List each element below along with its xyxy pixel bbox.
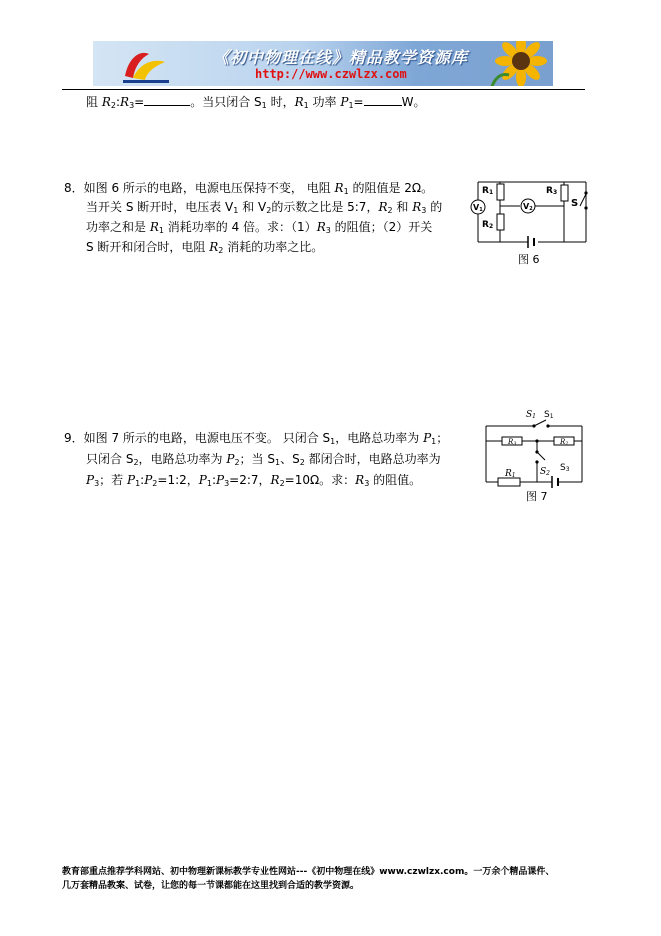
- junction-dot: [535, 439, 538, 442]
- switch-contact: [584, 191, 587, 194]
- switch-contact: [546, 424, 549, 427]
- svg-text:R1: R1: [482, 186, 494, 196]
- banner-url[interactable]: http://www.czwlzx.com: [255, 67, 407, 81]
- svg-text:V1: V1: [473, 203, 483, 213]
- switch-contact: [584, 206, 587, 209]
- figure-7-caption: 图 7: [526, 490, 548, 503]
- q8-line-4: S 断开和闭合时，电阻 $R_2$ 消耗的功率之比。: [86, 240, 324, 255]
- q8-line-1: 8．如图 6 所示的电路，电源电压保持不变， 电阻 $R_1$ 的阻值是 2Ω。: [64, 181, 434, 196]
- switch-contact: [532, 424, 535, 427]
- answer-blank[interactable]: [364, 94, 402, 106]
- switch-contact: [535, 460, 538, 463]
- svg-text:R1: R1: [505, 469, 516, 479]
- switch-contact: [535, 450, 538, 453]
- prev-question-line: 阻 $R_2:R_3=$ 。当只闭合 $S_1$ 时，$R_1$ 功率 $P_1= W$。: [86, 95, 426, 110]
- sunflower-icon: [481, 41, 553, 86]
- q8-line-3: 功率之和是 $R_1$ 消耗功率的 4 倍。求：$(1)R_3$ 的阻值；（2）开关: [86, 220, 433, 235]
- footer-line-1: 教育部重点推荐学科网站、初中物理新课标教学专业性网站---《初中物理在线》www.czwlzx.com。一万余个精品课件、: [62, 867, 555, 877]
- logo-icon: [119, 46, 173, 84]
- q9-line-3: $P_3$；若 $P_1:P_2=1:2$，$P_1:P_3=2:7$，$R_2=10\Omega$。求：$R_3$ 的阻值。: [86, 473, 422, 488]
- svg-text:R2: R2: [482, 220, 494, 230]
- svg-text:R2: R2: [560, 438, 569, 447]
- q8-line-2: 当开关 S 断开时，电压表 $V_1$ 和 $V_2$的示数之比是 5:7，$R_2$ 和 $R_3$ 的: [86, 200, 443, 215]
- svg-text:S3: S3: [560, 463, 570, 473]
- header-banner: [93, 41, 553, 86]
- figure-6-caption: 图 6: [518, 253, 540, 266]
- svg-text:R3: R3: [546, 186, 558, 196]
- svg-text:V2: V2: [523, 202, 533, 212]
- answer-blank[interactable]: [144, 94, 190, 106]
- svg-text:R3: R3: [508, 438, 517, 447]
- circuit-figure-7: [480, 404, 590, 504]
- svg-text:S: S: [571, 198, 579, 209]
- q9-line-2: 只闭合 $S_2$，电路总功率为 $P_2$；当 $S_1$、$S_2$ 都闭合时，电路总功率为: [86, 452, 441, 467]
- svg-text:S2: S2: [540, 467, 550, 477]
- q9-line-1: 9．如图 7 所示的电路，电源电压不变。 只闭合 $S_1$，电路总功率为 $P_1$；: [64, 431, 449, 446]
- banner-title: 《初中物理在线》精品教学资源库: [213, 48, 469, 67]
- footer-line-2: 几万套精品教案、试卷，让您的每一节课都能在这里找到合适的教学资源。: [62, 881, 360, 891]
- circuit-figure-6: [460, 176, 590, 270]
- header-rule: [62, 89, 585, 90]
- svg-text:S1: S1: [544, 410, 554, 420]
- svg-text:S1: S1: [526, 410, 536, 420]
